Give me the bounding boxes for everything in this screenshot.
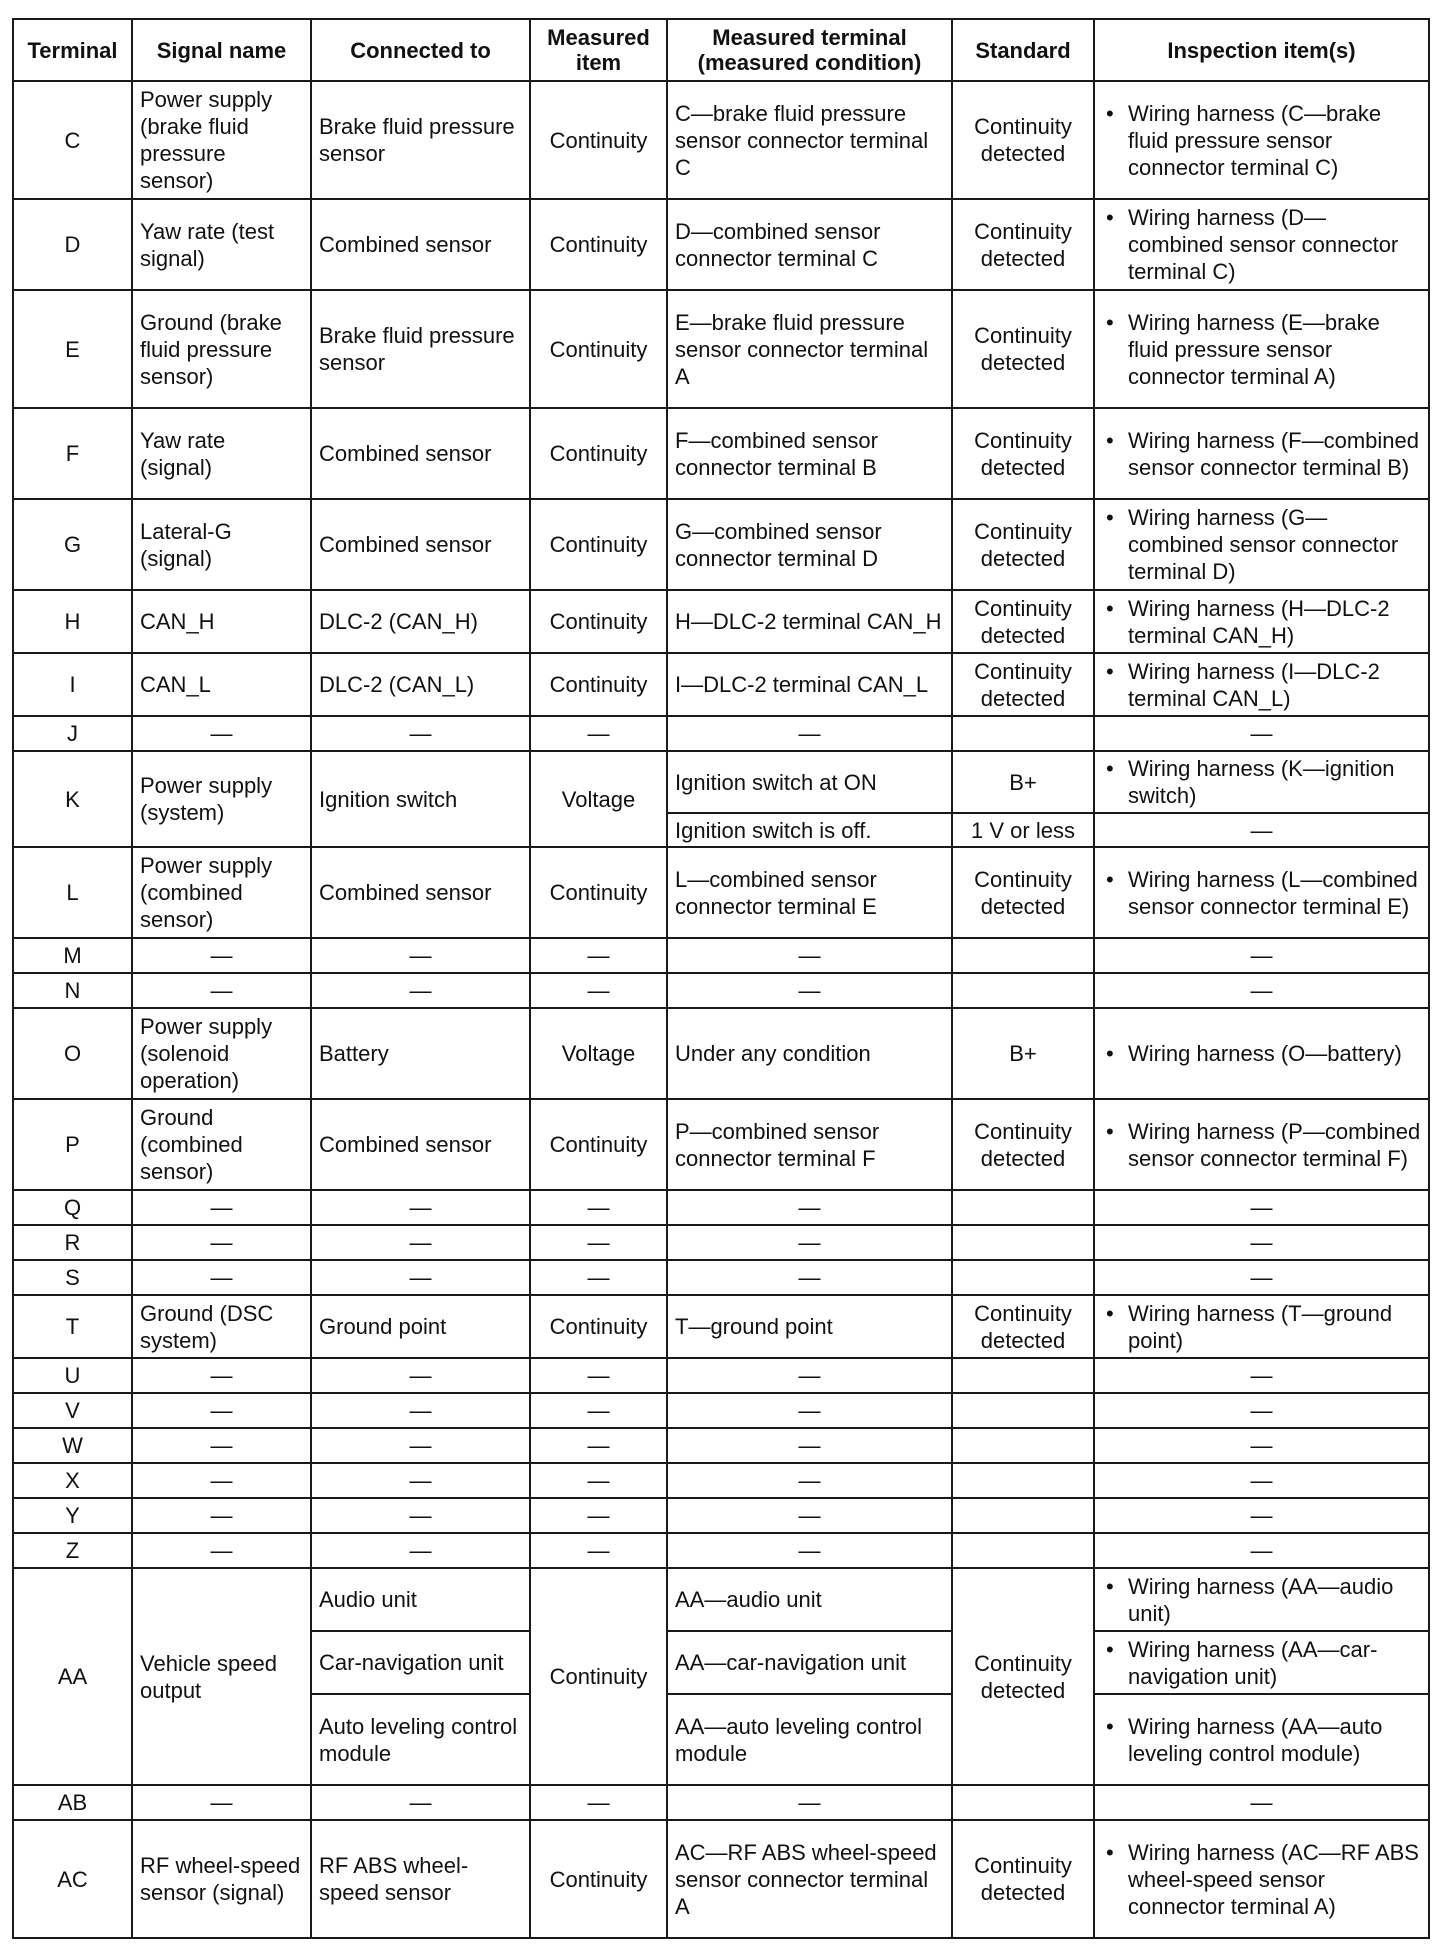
terminal-cell: E: [13, 290, 132, 408]
measured-terminal-cell: F—combined sensor connector terminal B: [667, 408, 952, 499]
standard-cell: Continuity detected: [952, 1820, 1094, 1938]
inspection-item: • Wiring harness (I—DLC-2 terminal CAN_L): [1102, 658, 1421, 712]
table-row: [13, 290, 1429, 408]
standard-cell: Continuity detected: [952, 1295, 1094, 1358]
measured-terminal-cell: —: [667, 1260, 952, 1295]
header-inspection-items: Inspection item(s): [1094, 19, 1429, 81]
connected-to-cell: Car-navigation unit: [311, 1631, 530, 1694]
measured-terminal-cell: —: [667, 1428, 952, 1463]
inspection-cell: —: [1094, 1260, 1429, 1295]
measured-item-cell: —: [530, 1260, 667, 1295]
measured-item-cell: —: [530, 1533, 667, 1568]
signal-name-cell: Power supply (solenoid operation): [132, 1008, 311, 1099]
table-row: [13, 973, 1429, 1008]
connected-to-cell: —: [311, 1463, 530, 1498]
measured-terminal-cell: AA—auto leveling control module: [667, 1694, 952, 1785]
inspection-cell: [1094, 81, 1429, 199]
terminal-cell: Y: [13, 1498, 132, 1533]
header-measured-item: Measured item: [530, 19, 667, 81]
signal-name-cell: —: [132, 1225, 311, 1260]
inspection-item: • Wiring harness (T—ground point): [1102, 1300, 1421, 1354]
terminal-cell: G: [13, 499, 132, 590]
header-connected-to: Connected to: [311, 19, 530, 81]
terminal-cell: Q: [13, 1190, 132, 1225]
measured-item-cell: Continuity: [530, 290, 667, 408]
measured-terminal-cell: —: [667, 1533, 952, 1568]
connected-to-cell: Combined sensor: [311, 1099, 530, 1190]
measured-item-cell: Continuity: [530, 1568, 667, 1785]
inspection-cell: —: [1094, 813, 1429, 847]
measured-item-cell: Continuity: [530, 847, 667, 938]
standard-cell: Continuity detected: [952, 408, 1094, 499]
measured-terminal-cell: E—brake fluid pressure sensor connector terminal A: [667, 290, 952, 408]
connected-to-cell: —: [311, 973, 530, 1008]
terminal-cell: U: [13, 1358, 132, 1393]
measured-terminal-cell: AA—car-navigation unit: [667, 1631, 952, 1694]
signal-name-cell: —: [132, 1190, 311, 1225]
inspection-cell: [1094, 653, 1429, 716]
table-row: [13, 1463, 1429, 1498]
measured-item-cell: —: [530, 1393, 667, 1428]
inspection-item: • Wiring harness (P—combined sensor connector terminal F): [1102, 1118, 1421, 1172]
measured-item-cell: —: [530, 1225, 667, 1260]
table-row: [13, 1820, 1429, 1938]
inspection-item: • Wiring harness (C—brake fluid pressure sensor connector terminal C): [1102, 100, 1421, 181]
measured-item-cell: Continuity: [530, 199, 667, 290]
connected-to-cell: —: [311, 1533, 530, 1568]
table-row: [13, 716, 1429, 751]
inspection-cell: —: [1094, 1190, 1429, 1225]
header-terminal: Terminal: [13, 19, 132, 81]
inspection-cell: [1094, 1631, 1429, 1694]
inspection-item: • Wiring harness (H—DLC-2 terminal CAN_H): [1102, 595, 1421, 649]
inspection-cell: [1094, 1295, 1429, 1358]
table-row: [13, 751, 1429, 813]
terminal-cell: AB: [13, 1785, 132, 1820]
table-row: [13, 653, 1429, 716]
measured-terminal-cell: —: [667, 716, 952, 751]
inspection-cell: [1094, 408, 1429, 499]
connected-to-cell: Brake fluid pressure sensor: [311, 81, 530, 199]
table-row: [13, 1428, 1429, 1463]
inspection-item: • Wiring harness (O—battery): [1102, 1040, 1421, 1067]
connected-to-cell: RF ABS wheel-speed sensor: [311, 1820, 530, 1938]
measured-item-cell: Continuity: [530, 590, 667, 653]
terminal-inspection-table: [12, 18, 1430, 1939]
measured-item-cell: Continuity: [530, 1099, 667, 1190]
terminal-cell: J: [13, 716, 132, 751]
connected-to-cell: Battery: [311, 1008, 530, 1099]
inspection-item: • Wiring harness (F—combined sensor connector terminal B): [1102, 427, 1421, 481]
measured-item-cell: —: [530, 938, 667, 973]
measured-terminal-cell: —: [667, 973, 952, 1008]
measured-terminal-cell: AA—audio unit: [667, 1568, 952, 1631]
signal-name-cell: Power supply (brake fluid pressure sensor): [132, 81, 311, 199]
terminal-cell: AA: [13, 1568, 132, 1785]
standard-cell: [952, 1533, 1094, 1568]
inspection-cell: [1094, 1694, 1429, 1785]
standard-cell: Continuity detected: [952, 653, 1094, 716]
measured-item-cell: —: [530, 1463, 667, 1498]
terminal-inspection-table-wrapper: [12, 18, 1428, 1939]
header-row: [13, 19, 1429, 81]
table-row: [13, 1295, 1429, 1358]
inspection-cell: [1094, 751, 1429, 813]
inspection-cell: [1094, 199, 1429, 290]
standard-cell: Continuity detected: [952, 199, 1094, 290]
measured-terminal-cell: Ignition switch is off.: [667, 813, 952, 847]
signal-name-cell: Yaw rate (signal): [132, 408, 311, 499]
signal-name-cell: Ground (DSC system): [132, 1295, 311, 1358]
standard-cell: [952, 1225, 1094, 1260]
terminal-cell: K: [13, 751, 132, 847]
table-row: [13, 1568, 1429, 1631]
measured-item-cell: Continuity: [530, 408, 667, 499]
signal-name-cell: Yaw rate (test signal): [132, 199, 311, 290]
signal-name-cell: Lateral-G (signal): [132, 499, 311, 590]
measured-item-cell: Continuity: [530, 653, 667, 716]
connected-to-cell: DLC-2 (CAN_L): [311, 653, 530, 716]
signal-name-cell: —: [132, 973, 311, 1008]
table-row: [13, 199, 1429, 290]
connected-to-cell: —: [311, 1785, 530, 1820]
standard-cell: [952, 1358, 1094, 1393]
connected-to-cell: Combined sensor: [311, 199, 530, 290]
inspection-item: • Wiring harness (AA—audio unit): [1102, 1573, 1421, 1627]
measured-terminal-cell: I—DLC-2 terminal CAN_L: [667, 653, 952, 716]
standard-cell: Continuity detected: [952, 847, 1094, 938]
measured-terminal-cell: —: [667, 1190, 952, 1225]
signal-name-cell: CAN_H: [132, 590, 311, 653]
standard-cell: [952, 1260, 1094, 1295]
standard-cell: [952, 1498, 1094, 1533]
measured-terminal-cell: P—combined sensor connector terminal F: [667, 1099, 952, 1190]
inspection-cell: —: [1094, 973, 1429, 1008]
table-row: [13, 1785, 1429, 1820]
terminal-cell: V: [13, 1393, 132, 1428]
table-row: [13, 1393, 1429, 1428]
inspection-cell: [1094, 1820, 1429, 1938]
standard-cell: [952, 716, 1094, 751]
table-row: [13, 1225, 1429, 1260]
connected-to-cell: —: [311, 716, 530, 751]
inspection-cell: —: [1094, 1463, 1429, 1498]
connected-to-cell: —: [311, 1225, 530, 1260]
inspection-cell: —: [1094, 1533, 1429, 1568]
connected-to-cell: Ground point: [311, 1295, 530, 1358]
table-row: [13, 1190, 1429, 1225]
standard-cell: B+: [952, 1008, 1094, 1099]
measured-terminal-cell: T—ground point: [667, 1295, 952, 1358]
table-row: [13, 408, 1429, 499]
signal-name-cell: —: [132, 1463, 311, 1498]
connected-to-cell: Brake fluid pressure sensor: [311, 290, 530, 408]
inspection-cell: —: [1094, 1785, 1429, 1820]
standard-cell: Continuity detected: [952, 590, 1094, 653]
terminal-cell: L: [13, 847, 132, 938]
measured-terminal-cell: H—DLC-2 terminal CAN_H: [667, 590, 952, 653]
inspection-cell: [1094, 1099, 1429, 1190]
signal-name-cell: —: [132, 1260, 311, 1295]
connected-to-cell: —: [311, 1260, 530, 1295]
signal-name-cell: —: [132, 1358, 311, 1393]
measured-terminal-cell: Ignition switch at ON: [667, 751, 952, 813]
measured-terminal-cell: —: [667, 1498, 952, 1533]
inspection-cell: —: [1094, 716, 1429, 751]
terminal-cell: F: [13, 408, 132, 499]
signal-name-cell: —: [132, 1533, 311, 1568]
measured-item-cell: —: [530, 973, 667, 1008]
measured-item-cell: —: [530, 1358, 667, 1393]
connected-to-cell: —: [311, 1358, 530, 1393]
inspection-item: • Wiring harness (L—combined sensor connector terminal E): [1102, 866, 1421, 920]
terminal-cell: O: [13, 1008, 132, 1099]
signal-name-cell: RF wheel-speed sensor (signal): [132, 1820, 311, 1938]
measured-terminal-cell: D—combined sensor connector terminal C: [667, 199, 952, 290]
standard-cell: Continuity detected: [952, 81, 1094, 199]
header-standard: Standard: [952, 19, 1094, 81]
measured-terminal-cell: L—combined sensor connector terminal E: [667, 847, 952, 938]
terminal-cell: P: [13, 1099, 132, 1190]
standard-cell: [952, 1190, 1094, 1225]
standard-cell: Continuity detected: [952, 1099, 1094, 1190]
signal-name-cell: CAN_L: [132, 653, 311, 716]
inspection-cell: [1094, 1008, 1429, 1099]
standard-cell: 1 V or less: [952, 813, 1094, 847]
measured-terminal-cell: —: [667, 1225, 952, 1260]
connected-to-cell: Audio unit: [311, 1568, 530, 1631]
terminal-cell: M: [13, 938, 132, 973]
signal-name-cell: Vehicle speed output: [132, 1568, 311, 1785]
terminal-cell: N: [13, 973, 132, 1008]
inspection-cell: [1094, 590, 1429, 653]
connected-to-cell: Auto leveling control module: [311, 1694, 530, 1785]
terminal-cell: I: [13, 653, 132, 716]
signal-name-cell: Ground (brake fluid pressure sensor): [132, 290, 311, 408]
inspection-item: • Wiring harness (G—combined sensor connector terminal D): [1102, 504, 1421, 585]
connected-to-cell: DLC-2 (CAN_H): [311, 590, 530, 653]
connected-to-cell: Combined sensor: [311, 499, 530, 590]
terminal-cell: H: [13, 590, 132, 653]
table-row: [13, 1358, 1429, 1393]
terminal-cell: C: [13, 81, 132, 199]
table-row: [13, 1533, 1429, 1568]
table-row: [13, 847, 1429, 938]
measured-terminal-cell: AC—RF ABS wheel-speed sensor connector terminal A: [667, 1820, 952, 1938]
header-signal-name: Signal name: [132, 19, 311, 81]
table-row: [13, 1008, 1429, 1099]
inspection-cell: [1094, 1568, 1429, 1631]
standard-cell: [952, 938, 1094, 973]
measured-item-cell: Continuity: [530, 1820, 667, 1938]
table-row: [13, 1099, 1429, 1190]
measured-terminal-cell: —: [667, 1358, 952, 1393]
inspection-item: • Wiring harness (D—combined sensor connector terminal C): [1102, 204, 1421, 285]
table-row: [13, 938, 1429, 973]
connected-to-cell: —: [311, 1428, 530, 1463]
standard-cell: [952, 1393, 1094, 1428]
table-row: [13, 81, 1429, 199]
signal-name-cell: —: [132, 1393, 311, 1428]
terminal-cell: R: [13, 1225, 132, 1260]
inspection-item: • Wiring harness (AA—auto leveling control module): [1102, 1713, 1421, 1767]
signal-name-cell: —: [132, 1498, 311, 1533]
measured-terminal-cell: —: [667, 938, 952, 973]
measured-item-cell: —: [530, 1190, 667, 1225]
connected-to-cell: Combined sensor: [311, 408, 530, 499]
terminal-cell: S: [13, 1260, 132, 1295]
connected-to-cell: Ignition switch: [311, 751, 530, 847]
connected-to-cell: —: [311, 938, 530, 973]
terminal-cell: X: [13, 1463, 132, 1498]
inspection-item: • Wiring harness (AC—RF ABS wheel-speed sensor connector terminal A): [1102, 1839, 1421, 1920]
signal-name-cell: —: [132, 1428, 311, 1463]
standard-cell: [952, 1785, 1094, 1820]
measured-item-cell: Continuity: [530, 1295, 667, 1358]
measured-terminal-cell: G—combined sensor connector terminal D: [667, 499, 952, 590]
measured-item-cell: Voltage: [530, 751, 667, 847]
measured-terminal-cell: —: [667, 1463, 952, 1498]
signal-name-cell: Ground (combined sensor): [132, 1099, 311, 1190]
standard-cell: Continuity detected: [952, 1568, 1094, 1785]
inspection-item: • Wiring harness (AA—car-navigation unit): [1102, 1636, 1421, 1690]
inspection-cell: —: [1094, 1358, 1429, 1393]
terminal-cell: AC: [13, 1820, 132, 1938]
measured-item-cell: Continuity: [530, 499, 667, 590]
signal-name-cell: Power supply (combined sensor): [132, 847, 311, 938]
terminal-cell: D: [13, 199, 132, 290]
inspection-cell: —: [1094, 1498, 1429, 1533]
standard-cell: [952, 973, 1094, 1008]
standard-cell: [952, 1463, 1094, 1498]
inspection-cell: [1094, 290, 1429, 408]
inspection-item: • Wiring harness (E—brake fluid pressure sensor connector terminal A): [1102, 309, 1421, 390]
terminal-cell: W: [13, 1428, 132, 1463]
measured-item-cell: Continuity: [530, 81, 667, 199]
inspection-cell: —: [1094, 1225, 1429, 1260]
measured-terminal-cell: Under any condition: [667, 1008, 952, 1099]
measured-terminal-cell: —: [667, 1785, 952, 1820]
table-row: [13, 1260, 1429, 1295]
measured-terminal-cell: C—brake fluid pressure sensor connector terminal C: [667, 81, 952, 199]
inspection-cell: —: [1094, 938, 1429, 973]
measured-item-cell: —: [530, 1428, 667, 1463]
signal-name-cell: —: [132, 1785, 311, 1820]
connected-to-cell: Combined sensor: [311, 847, 530, 938]
terminal-cell: Z: [13, 1533, 132, 1568]
connected-to-cell: —: [311, 1190, 530, 1225]
table-row: [13, 1498, 1429, 1533]
signal-name-cell: Power supply (system): [132, 751, 311, 847]
table-row: [13, 499, 1429, 590]
signal-name-cell: —: [132, 938, 311, 973]
standard-cell: Continuity detected: [952, 290, 1094, 408]
standard-cell: B+: [952, 751, 1094, 813]
terminal-cell: T: [13, 1295, 132, 1358]
measured-item-cell: —: [530, 1785, 667, 1820]
signal-name-cell: —: [132, 716, 311, 751]
inspection-cell: —: [1094, 1428, 1429, 1463]
measured-item-cell: —: [530, 716, 667, 751]
header-measured-terminal: Measured terminal (measured condition): [667, 19, 952, 81]
standard-cell: [952, 1428, 1094, 1463]
inspection-cell: [1094, 847, 1429, 938]
connected-to-cell: —: [311, 1393, 530, 1428]
inspection-cell: —: [1094, 1393, 1429, 1428]
standard-cell: Continuity detected: [952, 499, 1094, 590]
measured-item-cell: Voltage: [530, 1008, 667, 1099]
inspection-item: • Wiring harness (K—ignition switch): [1102, 755, 1421, 809]
inspection-cell: [1094, 499, 1429, 590]
connected-to-cell: —: [311, 1498, 530, 1533]
measured-item-cell: —: [530, 1498, 667, 1533]
table-row: [13, 590, 1429, 653]
measured-terminal-cell: —: [667, 1393, 952, 1428]
